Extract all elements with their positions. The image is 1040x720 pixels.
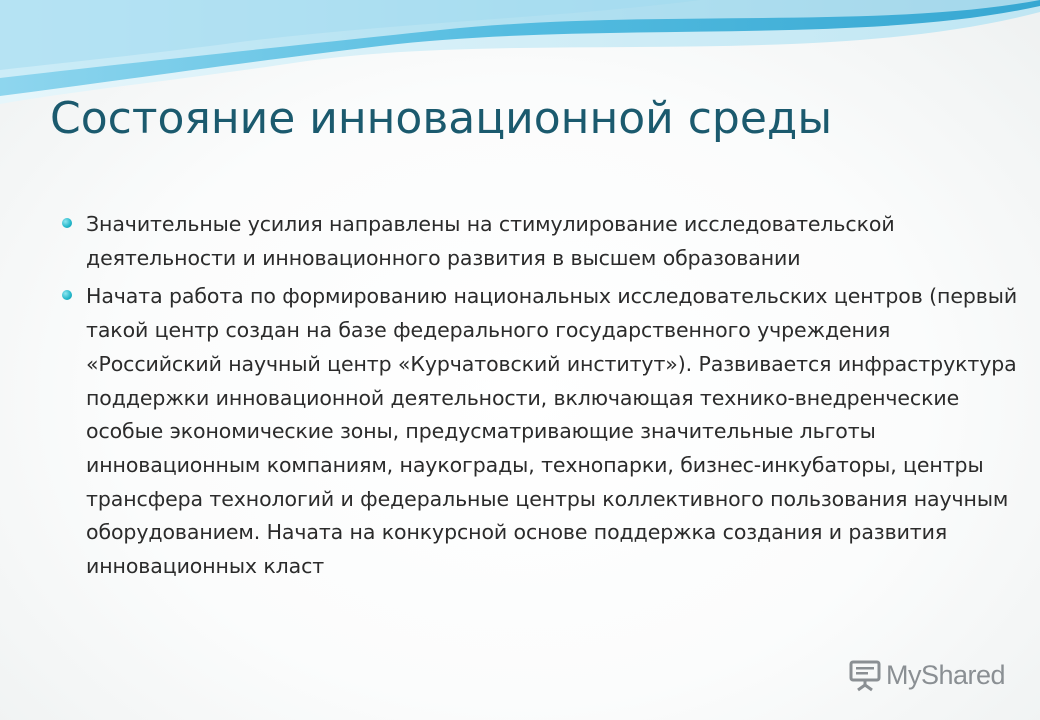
bullet-text: Значительные усилия направлены на стимулирование исследовательской деятельности и инновационного развития в высшем образовании xyxy=(86,212,895,270)
presentation-board-icon xyxy=(848,658,882,692)
bullet-dot-icon xyxy=(62,290,72,300)
bullet-item xyxy=(62,208,1032,275)
bullet-item xyxy=(62,280,1032,583)
myshared-watermark xyxy=(848,658,1005,692)
bullet-list xyxy=(62,208,1032,589)
bullet-dot-icon xyxy=(62,218,72,228)
slide-title: Состояние инновационной среды xyxy=(50,93,833,144)
bullet-text: Начата работа по формированию национальных исследовательских центров (первый такой центр создан на базе федерального государственного учреждения «Российский научный центр «Курчатовский институт»). Развивается инфраструктура поддержки инновационной деятельности, включающая технико-внедренческие особые экономические зоны, предусматривающие значительные льготы инновационным компаниям, наукограды, технопарки, бизнес-инкубаторы, центры трансфера технологий и федеральные центры коллективного пользования научным оборудованием. Начата на конкурсной основе поддержка создания и развития инновационных класт xyxy=(86,284,1018,579)
watermark-text: MyShared xyxy=(886,659,1006,690)
